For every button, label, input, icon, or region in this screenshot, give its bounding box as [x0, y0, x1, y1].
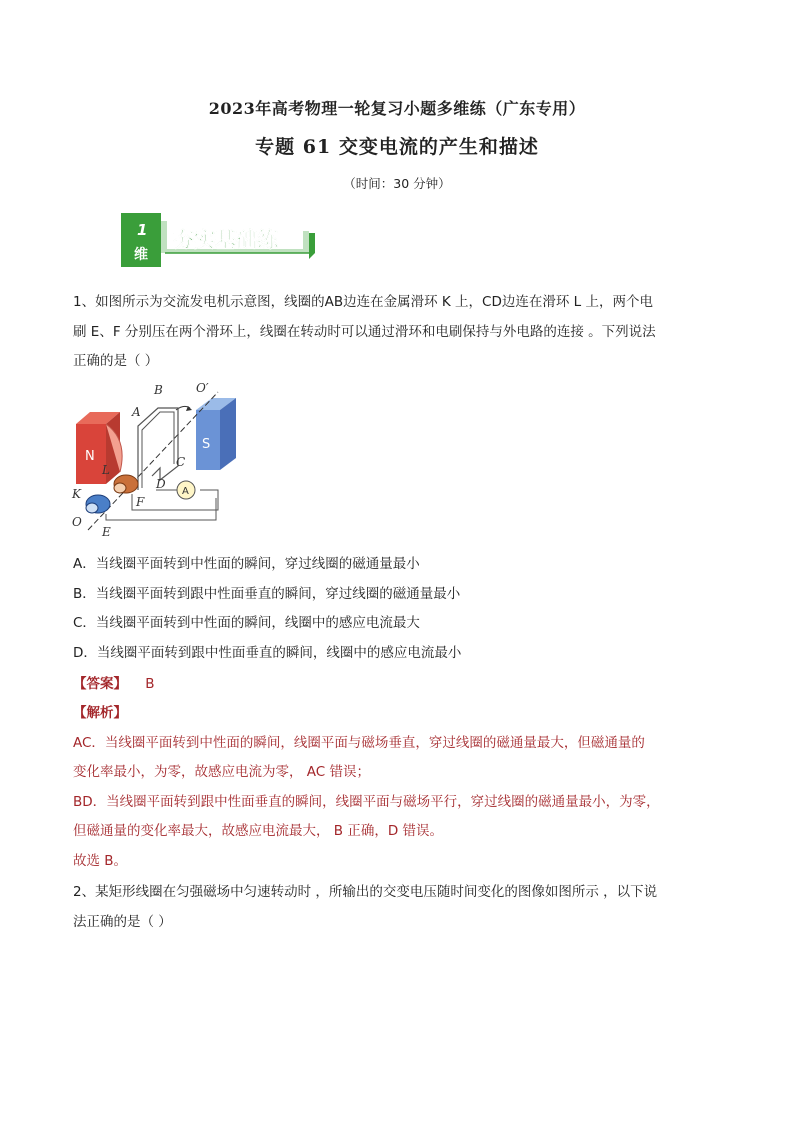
q1-option-c: C．当线圈平面转到中性面的瞬间，线圈中的感应电流最大 [73, 615, 420, 631]
q1-stem-line1: 1、如图所示为交流发电机示意图，线圈的AB边连在金属滑环 K 上，CD边连在滑环 L 上，两个电 [73, 294, 653, 310]
magnet-n-label: N [85, 449, 95, 464]
ammeter-label: A [182, 486, 189, 497]
topic-title: 专题 61 交变电流的产生和描述 [255, 136, 539, 158]
badge-number: 1 [137, 221, 148, 239]
q1-stem-line3: 正确的是（ ） [73, 353, 159, 369]
document-title: 2023年高考物理一轮复习小题多维练（广东专用） [208, 99, 586, 118]
q2-stem-line2: 法正确的是（ ） [73, 914, 172, 930]
section-title: 夯实基础练 [173, 228, 278, 252]
analysis-line4: 但磁通量的变化率最大，故感应电流最大， B 正确，D 错误。 [73, 823, 444, 839]
svg-text:K: K [72, 487, 81, 501]
time-limit: （时间：30 分钟） [343, 176, 451, 191]
svg-text:A: A [132, 405, 141, 419]
answer-label: 【答案】 [73, 676, 127, 692]
svg-text:O: O [72, 515, 82, 529]
q1-option-b: B．当线圈平面转到跟中性面垂直的瞬间，穿过线圈的磁通量最小 [73, 586, 461, 602]
answer-value: B [145, 676, 155, 692]
magnet-s-label: S [202, 437, 211, 452]
svg-text:F: F [136, 495, 145, 509]
svg-text:D: D [156, 477, 166, 491]
analysis-conclusion: 故选 B。 [73, 853, 128, 869]
analysis-line1: AC．当线圈平面转到中性面的瞬间，线圈平面与磁场垂直，穿过线圈的磁通量最大，但磁通量的 [73, 735, 645, 751]
q2-stem-line1: 2、某矩形线圈在匀强磁场中匀速转动时 ，所输出的交变电压随时间变化的图像如图所示 ，以下说 [73, 884, 658, 900]
q1-stem-line2: 刷 E、F 分别压在两个滑环上，线圈在转动时可以通过滑环和电刷保持与外电路的连接 。下列说法 [73, 324, 656, 340]
generator-figure [68, 380, 248, 540]
svg-text:B: B [154, 383, 163, 397]
analysis-label: 【解析】 [73, 705, 127, 721]
svg-text:O′: O′ [196, 381, 209, 395]
svg-text:C: C [176, 455, 186, 469]
badge-label: 维 [134, 247, 148, 263]
analysis-line2: 变化率最小，为零，故感应电流为零， AC 错误； [73, 764, 371, 780]
q1-option-a: A．当线圈平面转到中性面的瞬间，穿过线圈的磁通量最小 [73, 556, 420, 572]
svg-text:E: E [102, 525, 111, 539]
section-badge [121, 213, 315, 267]
q1-option-d: D．当线圈平面转到跟中性面垂直的瞬间，线圈中的感应电流最小 [73, 645, 462, 661]
analysis-line3: BD．当线圈平面转到跟中性面垂直的瞬间，线圈平面与磁场平行，穿过线圈的磁通量最小，为零， [73, 794, 660, 810]
svg-text:L: L [102, 463, 110, 477]
q1-answer-row [73, 674, 155, 694]
